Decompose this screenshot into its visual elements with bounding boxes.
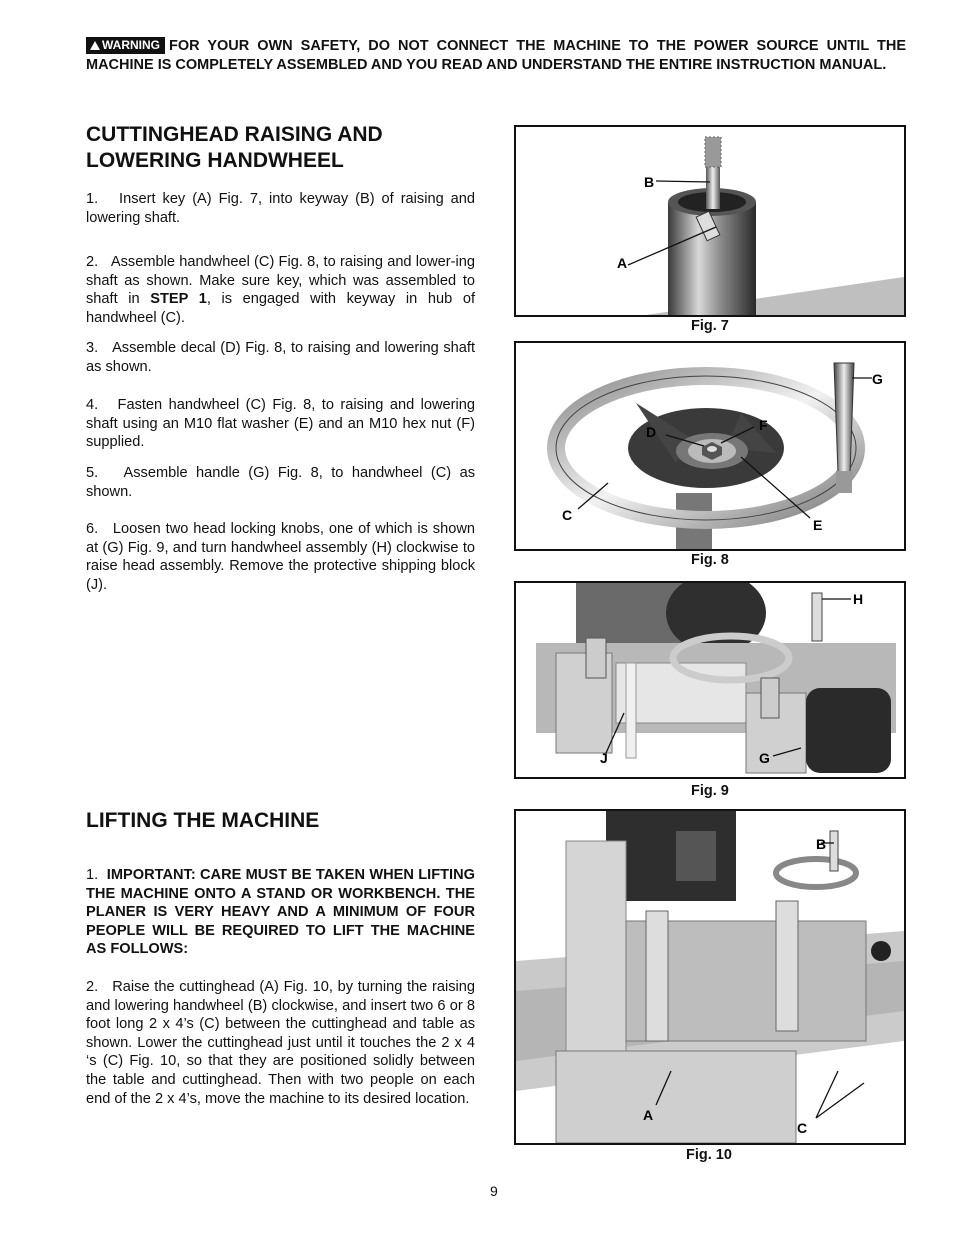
fig10-label-b: B [816, 836, 827, 852]
fig8-label-e: E [813, 517, 823, 533]
fig7-label-a: A [617, 255, 628, 271]
fig8-label-f: F [759, 417, 768, 433]
fig7-caption: Fig. 7 [691, 318, 729, 334]
fig8-label-d: D [646, 424, 657, 440]
fig10-label-c: C [797, 1120, 808, 1136]
step-4-text: 4. Fasten handwheel (C) Fig. 8, to raising and lowering shaft using an M10 flat washer (E) and an M10 hex nut (F) supplied. [86, 397, 475, 451]
figure-8-photo [514, 341, 906, 551]
step-1-text: 1. Insert key (A) Fig. 7, into keyway (B) of raising and lowering shaft. [86, 191, 475, 226]
fig9-caption: Fig. 9 [691, 783, 729, 799]
fig10-label-a: A [643, 1107, 654, 1123]
fig9-label-h: H [853, 591, 864, 607]
fig9-label-g: G [759, 750, 770, 766]
figure-7-photo [514, 125, 906, 317]
fig8-caption: Fig. 8 [691, 552, 729, 568]
fig10-caption: Fig. 10 [686, 1147, 732, 1163]
warning-triangle-icon [90, 41, 100, 50]
fig9-label-j: J [600, 750, 608, 766]
section-title-handwheel: CUTTINGHEAD RAISING AND LOWERING HANDWHEEL [86, 123, 383, 172]
section-title-lifting: LIFTING THE MACHINE [86, 809, 320, 832]
warning-notice [86, 37, 906, 75]
warning-text: FOR YOUR OWN SAFETY, DO NOT CONNECT THE MACHINE TO THE POWER SOURCE UNTIL THE MACHINE IS COMPLETELY ASSEMBLED AND YOU READ AND UNDERSTAND THE ENTIRE INSTRUCTION MANUAL. [86, 38, 906, 73]
figure-10-photo [514, 809, 906, 1145]
lifting-step-1: 1. IMPORTANT: CARE MUST BE TAKEN WHEN LIFTING THE MACHINE ONTO A STAND OR WORKBENCH. THE PLANER IS VERY HEAVY AND A MINIMUM OF FOUR PEOPLE WILL BE REQUIRED TO LIFT THE MACHINE AS FOLLOWS: [86, 867, 475, 958]
lifting-step-2: 2. Raise the cuttinghead (A) Fig. 10, by turning the raising and lowering handwheel (B) clockwise, and insert two 6 or 8 foot long 2 x 4’s (C) between the cuttinghead and table as shown. Lower the cuttinghead just until it touches the 2 x 4 ‘s (C) Fig. 10, so that they are positioned solidly between the table and cuttinghead. Then with two people on each end of the 2 x 4’s, move the machine to its desired location. [86, 979, 475, 1107]
fig8-label-g: G [872, 371, 883, 387]
step-6-text: 6. Loosen two head locking knobs, one of which is shown at (G) Fig. 9, and turn handwheel assembly (H) clockwise to raise head assembly. Remove the protective shipping block (J). [86, 521, 475, 593]
fig8-label-c: C [562, 507, 573, 523]
step-5-text: 5. Assemble handle (G) Fig. 8, to handwheel (C) as shown. [86, 465, 475, 500]
fig7-label-b: B [644, 174, 655, 190]
page-number: 9 [490, 1183, 498, 1199]
step-3-text: 3. Assemble decal (D) Fig. 8, to raising and lowering shaft as shown. [86, 340, 475, 375]
step-2-text: 2. Assemble handwheel (C) Fig. 8, to raising and lower-ing shaft as shown. Make sure key, which was assembled to shaft in STEP 1, is engaged with keyway in hub of handwheel (C). [86, 254, 476, 326]
warning-badge: WARNING [86, 37, 165, 54]
figure-9-photo [514, 581, 906, 779]
